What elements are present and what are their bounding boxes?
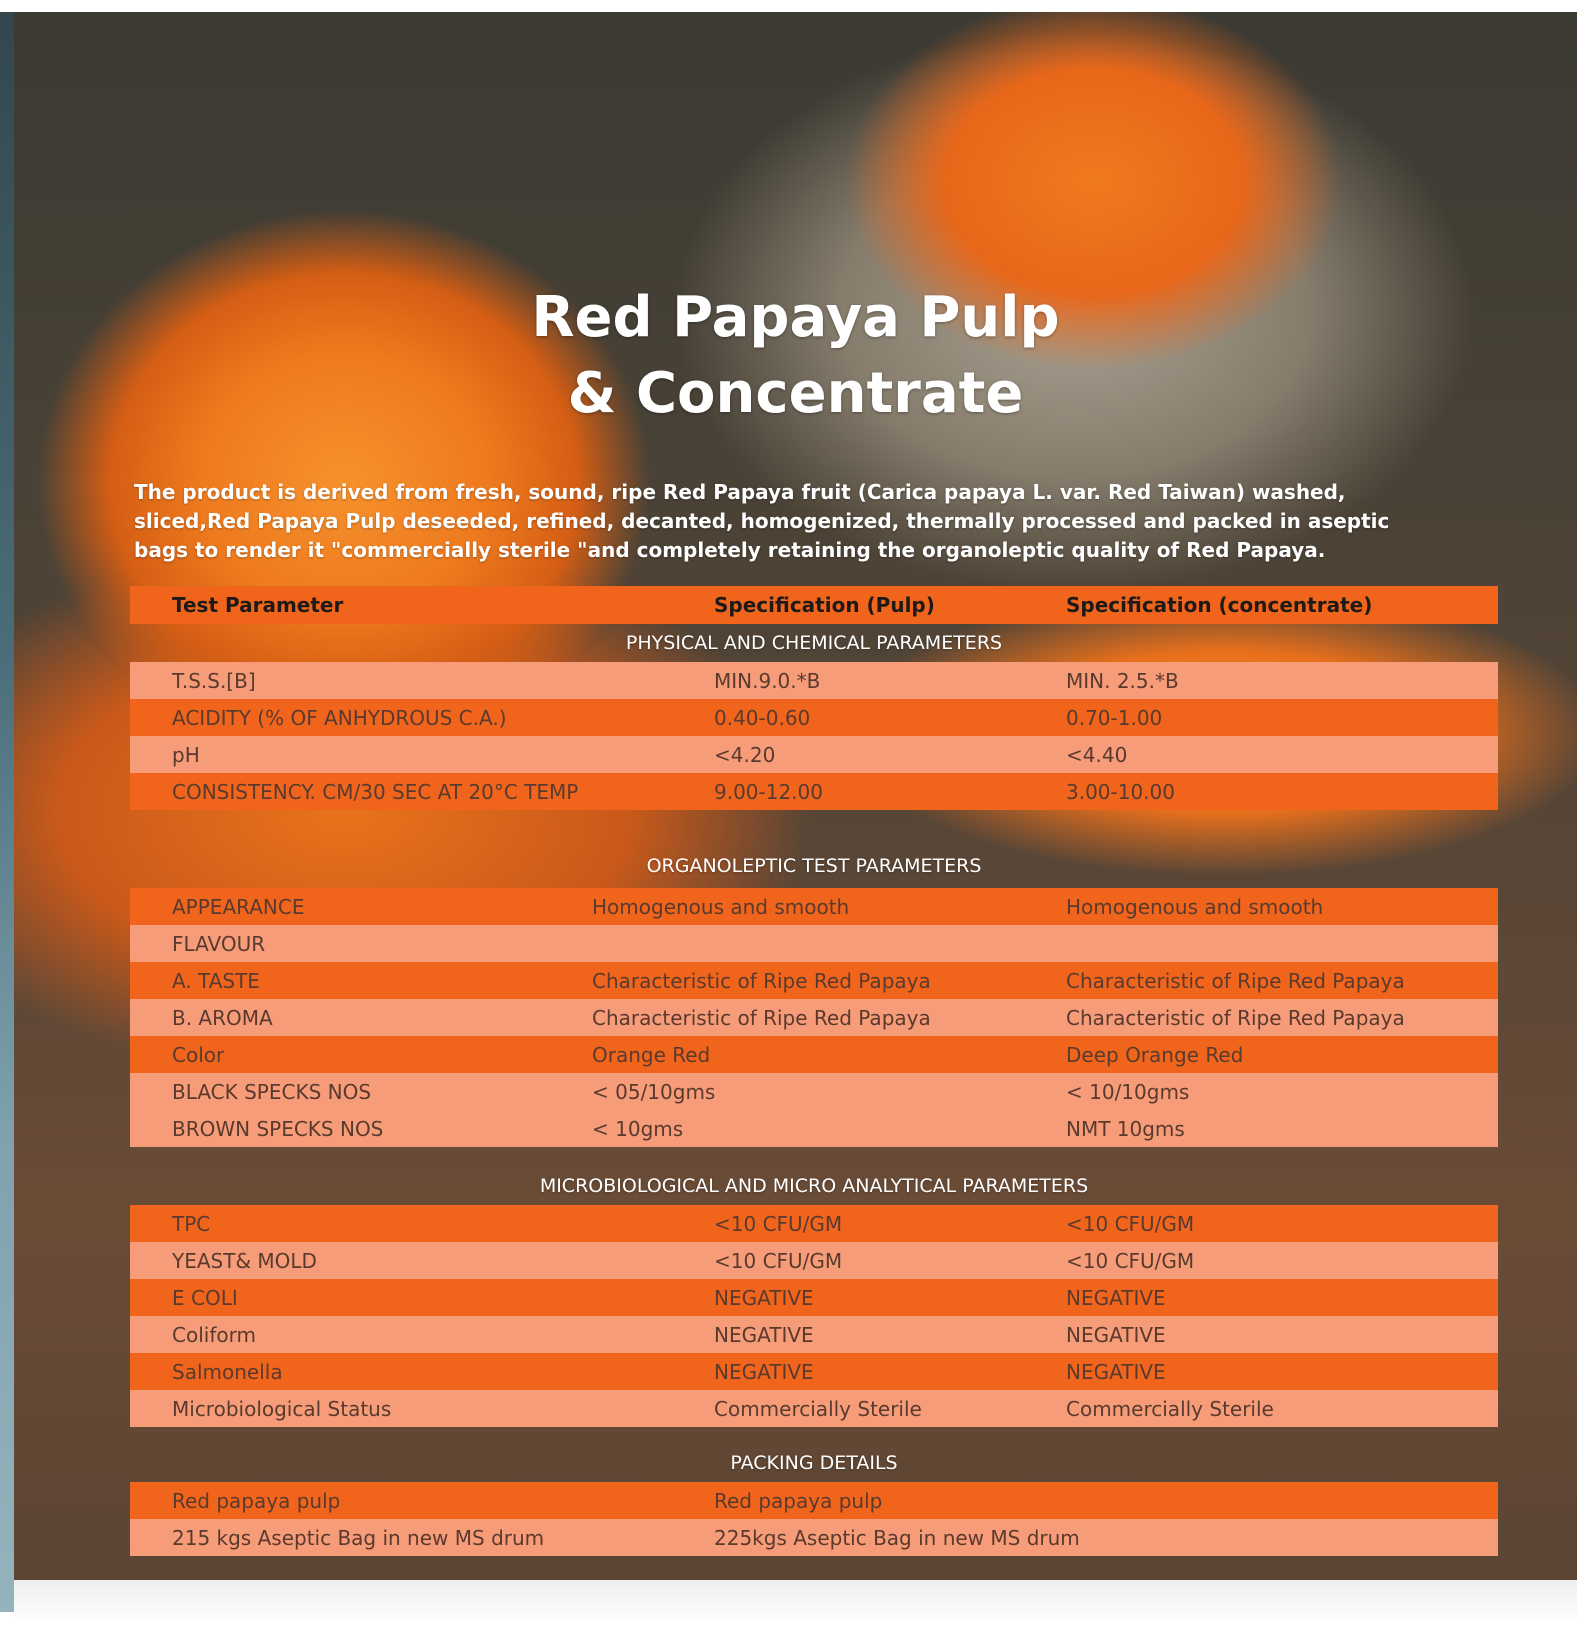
- pulp-cell: NEGATIVE: [714, 1322, 814, 1347]
- table-row: [130, 699, 1498, 736]
- title-line-2: & Concentrate: [567, 360, 1024, 426]
- pulp-cell: < 05/10gms: [592, 1079, 716, 1104]
- page-margin: [14, 1580, 1577, 1625]
- concentrate-cell: NEGATIVE: [1066, 1322, 1166, 1347]
- param-cell: YEAST& MOLD: [172, 1248, 317, 1273]
- param-cell: BLACK SPECKS NOS: [172, 1079, 372, 1104]
- product-description: The product is derived from fresh, sound, ripe Red Papaya fruit (Carica papaya L. var. Red Taiwan) washed, sliced,Red Papaya Pulp deseeded, refined, decanted, homogenized, thermally processed and packed in aseptic bags to render it "commercially sterile "and completely retaining the organoleptic quality of Red Papaya.: [134, 480, 1390, 562]
- packing-left-cell: Red papaya pulp: [172, 1488, 341, 1513]
- pulp-cell: Characteristic of Ripe Red Papaya: [592, 1005, 931, 1030]
- pulp-cell: Characteristic of Ripe Red Papaya: [592, 968, 931, 993]
- param-cell: Microbiological Status: [172, 1396, 392, 1421]
- table-row: [130, 1519, 1498, 1556]
- concentrate-cell: 0.70-1.00: [1066, 705, 1163, 730]
- table-row: [130, 925, 1498, 962]
- concentrate-cell: Characteristic of Ripe Red Papaya: [1066, 968, 1405, 993]
- pulp-cell: < 10gms: [592, 1116, 684, 1141]
- table-row: [130, 999, 1498, 1036]
- param-cell: B. AROMA: [172, 1005, 273, 1030]
- concentrate-cell: Homogenous and smooth: [1066, 894, 1324, 919]
- param-cell: E COLI: [172, 1285, 238, 1310]
- pulp-cell: Commercially Sterile: [714, 1396, 922, 1421]
- param-cell: pH: [172, 742, 200, 767]
- packing-left-cell: 215 kgs Aseptic Bag in new MS drum: [172, 1525, 545, 1550]
- section-title-organoleptic: ORGANOLEPTIC TEST PARAMETERS: [646, 855, 982, 877]
- concentrate-cell: Commercially Sterile: [1066, 1396, 1274, 1421]
- pulp-cell: Orange Red: [592, 1042, 711, 1067]
- header-spec-concentrate: Specification (concentrate): [1066, 593, 1373, 617]
- table-row: [130, 1482, 1498, 1519]
- table-row: [130, 962, 1498, 999]
- pulp-cell: MIN.9.0.*B: [714, 668, 821, 693]
- table-row: [130, 1036, 1498, 1073]
- concentrate-cell: <10 CFU/GM: [1066, 1248, 1195, 1273]
- section-title-packing: PACKING DETAILS: [730, 1452, 898, 1474]
- concentrate-cell: MIN. 2.5.*B: [1066, 668, 1179, 693]
- section-title-physical: PHYSICAL AND CHEMICAL PARAMETERS: [625, 632, 1003, 654]
- param-cell: ACIDITY (% OF ANHYDROUS C.A.): [172, 705, 507, 730]
- pulp-cell: Homogenous and smooth: [592, 894, 850, 919]
- packing-right-cell: Red papaya pulp: [714, 1488, 883, 1513]
- param-cell: FLAVOUR: [172, 931, 266, 956]
- section-title-microbiological: MICROBIOLOGICAL AND MICRO ANALYTICAL PARAMETERS: [539, 1175, 1089, 1197]
- concentrate-cell: <10 CFU/GM: [1066, 1211, 1195, 1236]
- concentrate-cell: < 10/10gms: [1066, 1079, 1190, 1104]
- concentrate-cell: NMT 10gms: [1066, 1116, 1185, 1141]
- table-row: [130, 1316, 1498, 1353]
- param-cell: CONSISTENCY. CM/30 SEC AT 20°C TEMP: [172, 779, 579, 804]
- param-cell: Salmonella: [172, 1359, 283, 1384]
- brochure-page: [14, 12, 1577, 1612]
- param-cell: TPC: [172, 1211, 211, 1236]
- scan-edge: [0, 12, 14, 1612]
- param-cell: T.S.S.[B]: [172, 668, 256, 693]
- header-spec-pulp: Specification (Pulp): [714, 593, 935, 617]
- table-row: [130, 1353, 1498, 1390]
- pulp-cell: 0.40-0.60: [714, 705, 811, 730]
- param-cell: APPEARANCE: [172, 894, 305, 919]
- pulp-cell: <10 CFU/GM: [714, 1248, 843, 1273]
- concentrate-cell: Characteristic of Ripe Red Papaya: [1066, 1005, 1405, 1030]
- param-cell: Coliform: [172, 1322, 256, 1347]
- param-cell: BROWN SPECKS NOS: [172, 1116, 384, 1141]
- table-row: [130, 662, 1498, 699]
- concentrate-cell: Deep Orange Red: [1066, 1042, 1244, 1067]
- title-line-1: Red Papaya Pulp: [531, 284, 1060, 350]
- page-title: [14, 280, 1577, 432]
- pulp-cell: NEGATIVE: [714, 1359, 814, 1384]
- header-test-parameter: Test Parameter: [172, 593, 344, 617]
- table-row: [130, 1073, 1498, 1110]
- table-row: [130, 773, 1498, 810]
- table-row: [130, 888, 1498, 925]
- table-row: [130, 1110, 1498, 1147]
- table-row: [130, 1390, 1498, 1427]
- table-row: [130, 1205, 1498, 1242]
- table-row: [130, 1242, 1498, 1279]
- concentrate-cell: NEGATIVE: [1066, 1285, 1166, 1310]
- concentrate-cell: 3.00-10.00: [1066, 779, 1176, 804]
- param-cell: A. TASTE: [172, 968, 260, 993]
- pulp-cell: <4.20: [714, 742, 776, 767]
- param-cell: Color: [172, 1042, 225, 1067]
- pulp-cell: NEGATIVE: [714, 1285, 814, 1310]
- pulp-cell: 9.00-12.00: [714, 779, 824, 804]
- packing-right-cell: 225kgs Aseptic Bag in new MS drum: [714, 1525, 1080, 1550]
- pulp-cell: <10 CFU/GM: [714, 1211, 843, 1236]
- concentrate-cell: <4.40: [1066, 742, 1128, 767]
- concentrate-cell: NEGATIVE: [1066, 1359, 1166, 1384]
- table-header-row: [130, 586, 1498, 624]
- specification-table: [130, 586, 1498, 1556]
- table-row: [130, 1279, 1498, 1316]
- table-row: [130, 736, 1498, 773]
